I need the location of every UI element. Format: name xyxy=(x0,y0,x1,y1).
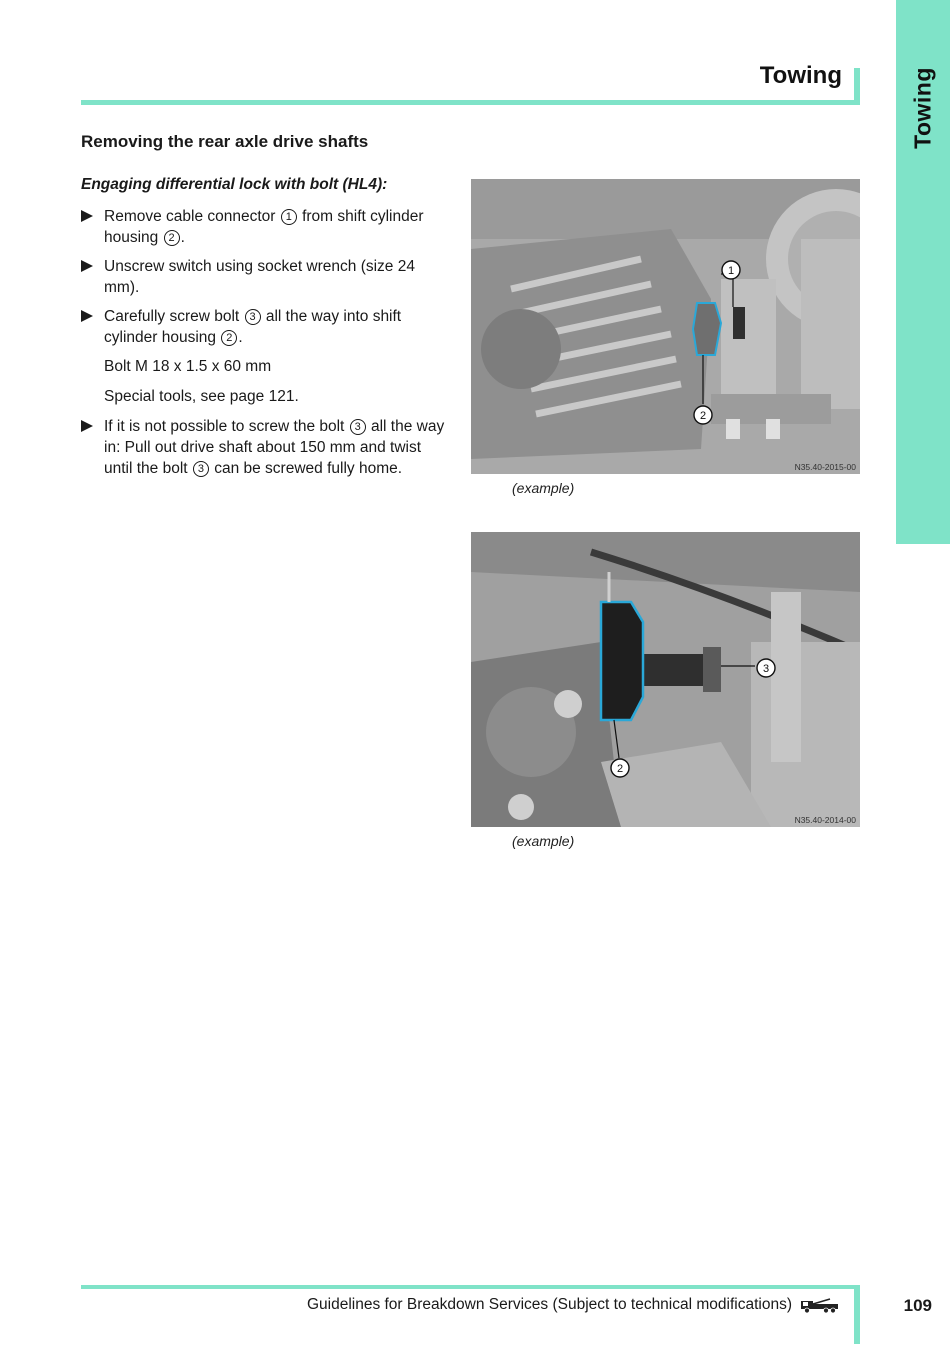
step-text: can be screwed fully home. xyxy=(209,460,403,477)
figure-1-photo xyxy=(471,179,860,474)
side-tab-text: Towing xyxy=(909,67,936,149)
figure-2-caption: (example) xyxy=(512,833,575,849)
footer-rule xyxy=(81,1285,860,1289)
step-text: Unscrew switch using socket wrench (size 24 mm). xyxy=(104,258,415,296)
section-title: Removing the rear axle drive shafts xyxy=(81,132,369,151)
figure-1-code: N35.40-2015-00 xyxy=(794,462,856,472)
step-text: . xyxy=(238,329,243,346)
figure-2-code: N35.40-2014-00 xyxy=(794,815,856,825)
page-title: Towing xyxy=(759,62,842,89)
figure-1-illustration xyxy=(471,179,860,474)
step-text: Remove cable connector xyxy=(104,208,280,225)
step-text: If it is not possible to screw the bolt xyxy=(104,418,349,435)
callout-number: 1 xyxy=(281,209,297,225)
figure-2-callout-2 xyxy=(611,759,629,777)
footer-text: Guidelines for Breakdown Services (Subject to technical modifications) xyxy=(306,1296,792,1313)
callout-number: 2 xyxy=(221,330,237,346)
bullet-triangle-icon xyxy=(81,210,93,222)
bullet-triangle-icon xyxy=(81,420,93,432)
figure-1-callout-1 xyxy=(722,261,740,279)
footer-rule-vertical xyxy=(854,1285,860,1344)
callout-number: 3 xyxy=(193,461,209,477)
step-text: from shift cylinder housing xyxy=(104,208,424,246)
bullet-triangle-icon xyxy=(81,310,93,322)
svg-text:2: 2 xyxy=(616,763,624,775)
side-tab-label xyxy=(896,0,950,220)
note-special-tools: Special tools, see page 121. xyxy=(104,388,299,405)
callout-number: 3 xyxy=(350,419,366,435)
svg-text:2: 2 xyxy=(699,410,707,422)
step-text: Carefully screw bolt xyxy=(104,308,244,325)
figure-2-callout-3 xyxy=(757,659,775,677)
step-2 xyxy=(81,256,453,298)
step-text: . xyxy=(180,229,185,246)
bullet-triangle-icon xyxy=(81,260,93,272)
tow-truck-icon xyxy=(800,1298,840,1319)
callout-number: 2 xyxy=(164,230,180,246)
section-subtitle: Engaging differential lock with bolt (HL4): xyxy=(81,176,388,193)
figure-2-illustration xyxy=(471,532,860,827)
svg-text:3: 3 xyxy=(762,663,770,675)
step-4 xyxy=(81,416,453,479)
step-text: all the way into shift cylinder housing xyxy=(104,308,402,346)
figure-1-caption: (example) xyxy=(512,480,575,496)
instruction-list xyxy=(81,206,453,487)
header-rule xyxy=(81,100,860,105)
note-bolt-spec: Bolt M 18 x 1.5 x 60 mm xyxy=(104,358,272,375)
step-3 xyxy=(81,306,453,348)
callout-number: 3 xyxy=(245,309,261,325)
svg-text:1: 1 xyxy=(727,265,735,277)
figure-1-callout-2 xyxy=(694,406,712,424)
step-text: all the way in: Pull out drive shaft about 150 mm and twist until the bolt xyxy=(104,418,445,477)
page-number: 109 xyxy=(903,1296,932,1315)
step-1 xyxy=(81,206,453,248)
figure-2-photo xyxy=(471,532,860,827)
